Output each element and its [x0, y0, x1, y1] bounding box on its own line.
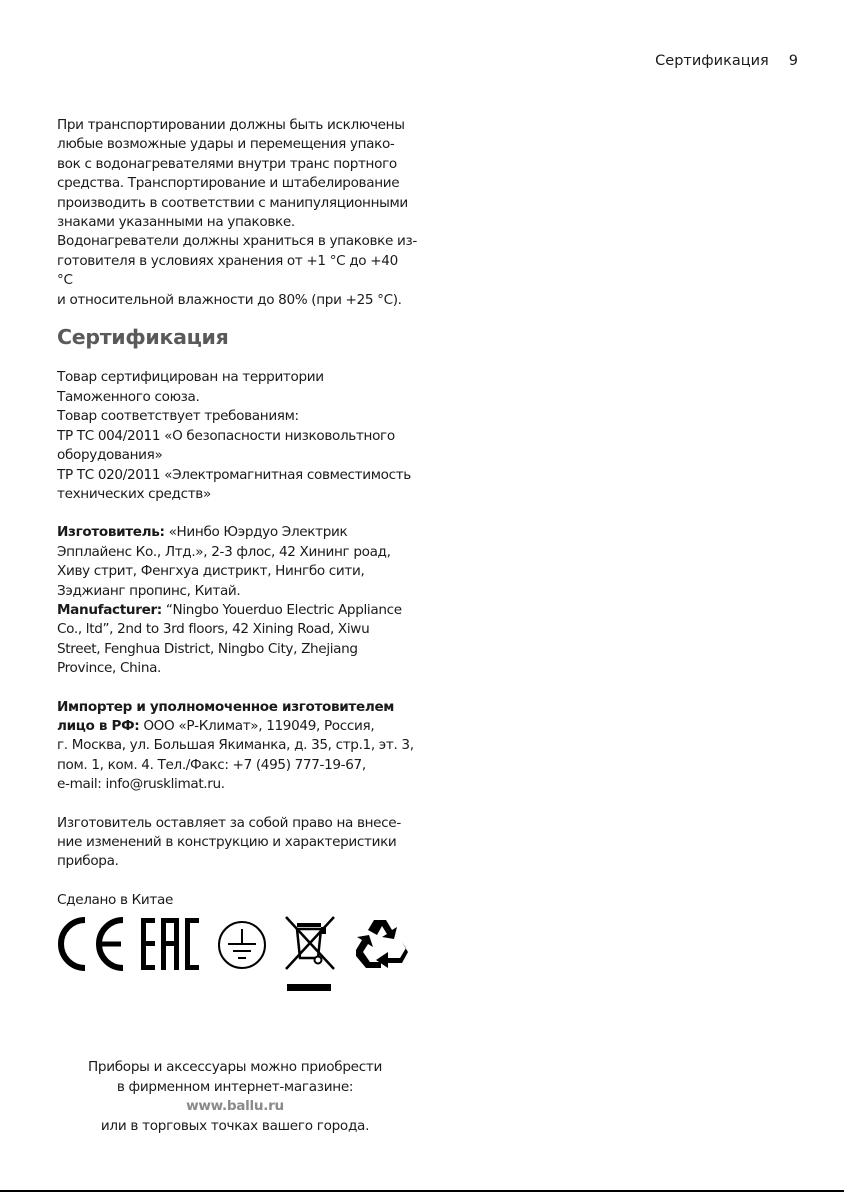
website-link[interactable]: www.ballu.ru [186, 1098, 284, 1114]
main-column [57, 116, 417, 910]
text-line: г. Москва, ул. Большая Якиманка, д. 35, стр.1, эт. 3, [57, 737, 414, 754]
eac-mark-icon [141, 918, 199, 970]
manufacturer-name: «Нинбо Юэрдуо Электрик [164, 524, 348, 541]
text-line [57, 601, 417, 620]
text-line: технических средств» [57, 485, 211, 502]
text-line: Товар соответствует требованиям: [57, 408, 299, 425]
importer-name: ООО «Р-Климат», 119049, Россия, [139, 717, 375, 734]
section-heading: Сертификация [57, 325, 229, 350]
recycle-icon [354, 918, 410, 970]
running-header [655, 53, 798, 69]
text-line [57, 698, 417, 717]
protective-earth-icon [217, 920, 267, 970]
text-line: производить в соответствии с манипуляционными [57, 194, 408, 211]
text-line: e-mail: info@rusklimat.ru. [57, 776, 225, 793]
text-line: готовителя в условиях хранения от +1 °C до +40 °C [57, 252, 398, 289]
header-section-title: Сертификация [655, 53, 769, 69]
certification-paragraph [57, 368, 417, 504]
weee-crossed-bin-icon [283, 914, 337, 994]
manufacturer-ru-paragraph [57, 523, 417, 601]
manufacturer-en-label: Manufacturer: [57, 601, 162, 618]
footer-line: или в торговых точках вашего города. [100, 1117, 370, 1134]
text-line: пом. 1, ком. 4. Тел./Факс: +7 (495) 777-19-67, [57, 756, 366, 773]
page-number: 9 [788, 53, 798, 69]
manufacturer-en-name: “Ningbo Youerduo Electric Appliance [161, 601, 402, 618]
text-line: Street, Fenghua District, Ningbo City, Zhejiang [57, 640, 358, 657]
text-line: любые возможные удары и перемещения упако- [57, 136, 395, 153]
text-line: Хиву стрит, Фенгхуа дистрикт, Нингбо сити, [57, 563, 365, 580]
footer-note [60, 1058, 410, 1136]
text-line [57, 717, 417, 736]
text-line [57, 523, 417, 542]
text-line: Зэджианг пропинс, Китай. [57, 582, 241, 599]
importer-paragraph [57, 698, 417, 795]
manufacturer-label: Изготовитель: [57, 524, 165, 541]
text-line: знаками указанными на упаковке. [57, 214, 295, 231]
rights-paragraph [57, 814, 417, 872]
importer-label-2: лицо в РФ: [57, 717, 140, 734]
text-line: ТР ТС 004/2011 «О безопасности низковольтного [57, 427, 395, 444]
text-line: ние изменений в конструкцию и характеристики [57, 834, 397, 850]
text-line: вок с водонагревателями внутри транс портного [57, 155, 397, 172]
footer-line: в фирменном интернет-магазине: [116, 1078, 354, 1095]
text-line: При транспортировании должны быть исключены [57, 117, 405, 133]
text-line: ТР ТС 020/2011 «Электромагнитная совместимость [57, 466, 411, 483]
text-line: Товар сертифицирован на территории [57, 369, 324, 386]
text-line: Водонагреватели должны храниться в упаковке из- [57, 233, 417, 250]
text-line: и относительной влажности до 80% (при +25 °C). [57, 291, 402, 308]
text-line: оборудования» [57, 447, 163, 464]
footer-line: Приборы и аксессуары можно приобрести [87, 1059, 383, 1075]
importer-label: Импортер и уполномоченное изготовителем [57, 698, 395, 715]
transport-paragraph [57, 116, 417, 310]
made-in: Сделано в Китае [57, 891, 173, 908]
text-line: Таможенного союза. [57, 388, 200, 405]
text-line: прибора. [57, 853, 119, 870]
manufacturer-en-paragraph [57, 601, 417, 679]
text-line: Эпплайенс Ко., Лтд.», 2-3 флос, 42 Хининг роад, [57, 543, 391, 560]
certification-marks [57, 912, 417, 992]
ce-mark-icon [57, 916, 129, 972]
text-line: Province, China. [57, 660, 162, 677]
text-line: Co., ltd”, 2nd to 3rd floors, 42 Xining Road, Xiwu [57, 621, 370, 638]
text-line: средства. Транспортирование и штабелирование [57, 175, 400, 192]
text-line: Изготовитель оставляет за собой право на внесе- [57, 814, 401, 831]
